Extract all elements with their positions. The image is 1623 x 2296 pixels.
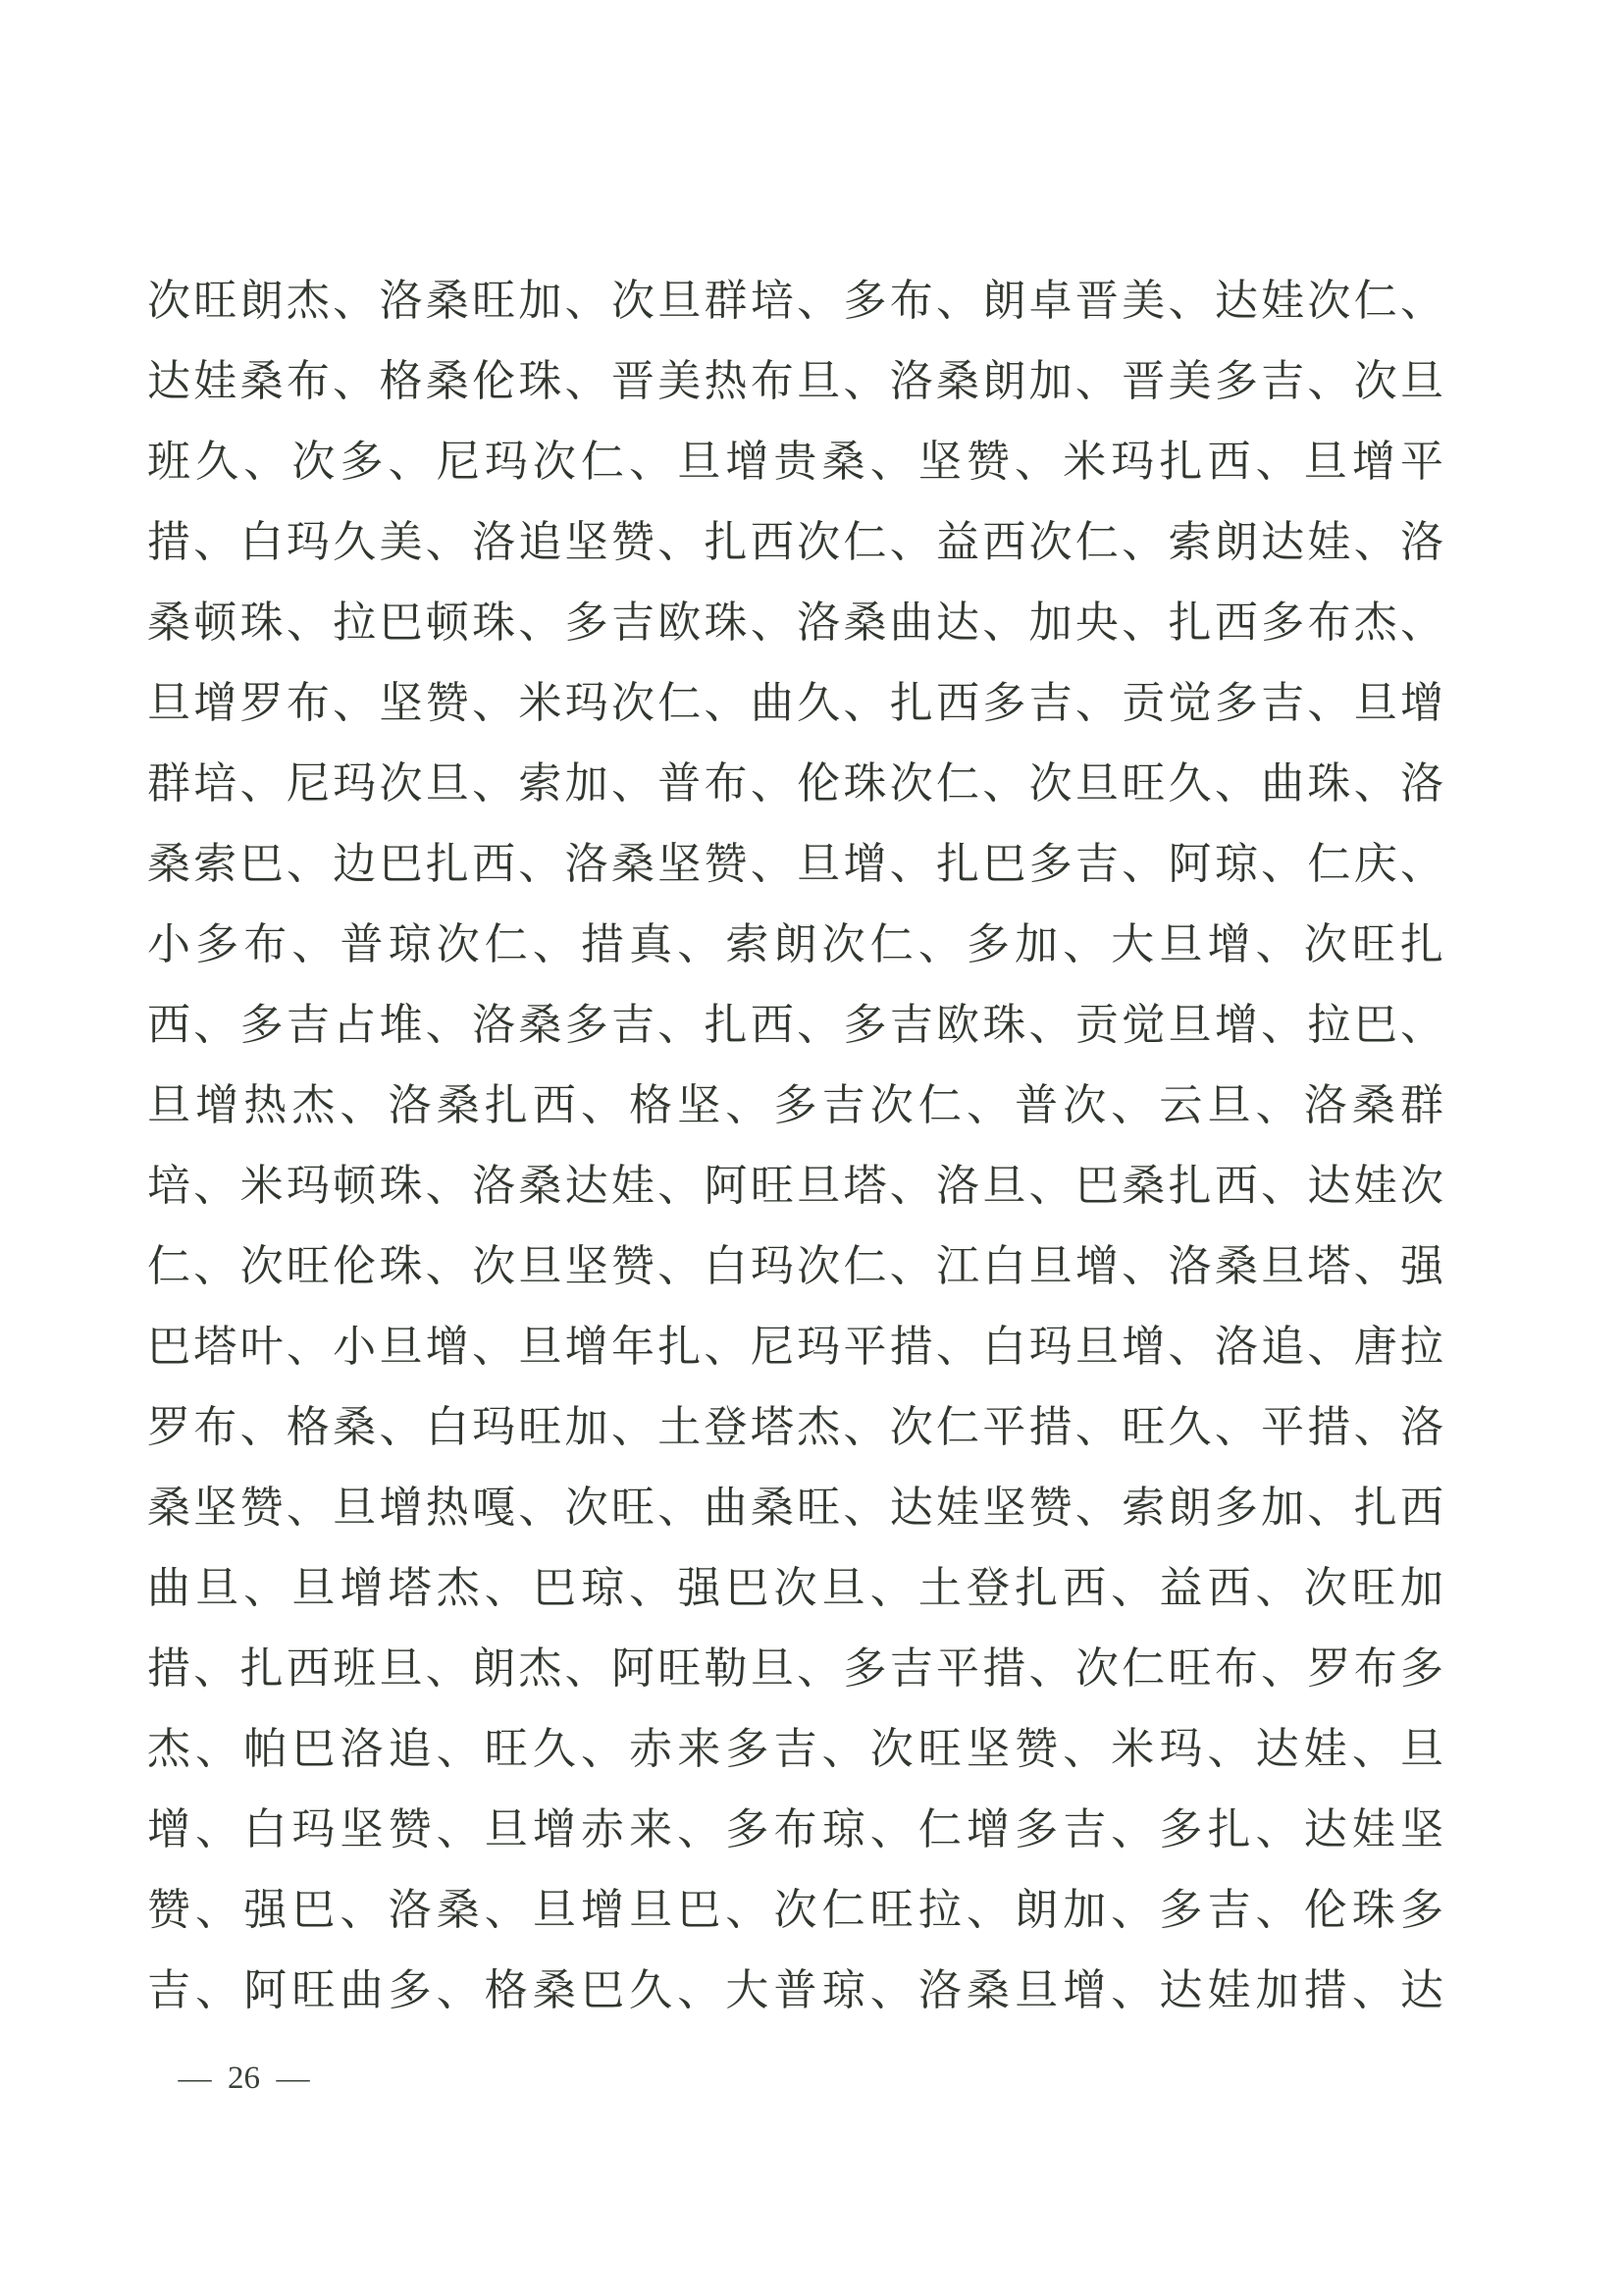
text-line: 旦增罗布、坚赞、米玛次仁、曲久、扎西多吉、贡觉多吉、旦增 [147, 679, 1444, 727]
text-line: 巴塔叶、小旦增、旦增年扎、尼玛平措、白玛旦增、洛追、唐拉 [147, 1323, 1444, 1371]
text-line: 杰、帕巴洛追、旺久、赤来多吉、次旺坚赞、米玛、达娃、旦 [147, 1725, 1444, 1773]
text-line: 曲旦、旦增塔杰、巴琼、强巴次旦、土登扎西、益西、次旺加 [147, 1564, 1444, 1612]
text-line: 罗布、格桑、白玛旺加、土登塔杰、次仁平措、旺久、平措、洛 [147, 1403, 1444, 1451]
text-line: 小多布、普琼次仁、措真、索朗次仁、多加、大旦增、次旺扎 [147, 920, 1444, 968]
text-line: 吉、阿旺曲多、格桑巴久、大普琼、洛桑旦增、达娃加措、达 [147, 1966, 1444, 2014]
name-list [147, 261, 1444, 2031]
text-line: 群培、尼玛次旦、索加、普布、伦珠次仁、次旦旺久、曲珠、洛 [147, 759, 1444, 808]
text-line: 桑顿珠、拉巴顿珠、多吉欧珠、洛桑曲达、加央、扎西多布杰、 [147, 599, 1444, 647]
text-line: 桑索巴、边巴扎西、洛桑坚赞、旦增、扎巴多吉、阿琼、仁庆、 [147, 840, 1444, 888]
text-line: 培、米玛顿珠、洛桑达娃、阿旺旦塔、洛旦、巴桑扎西、达娃次 [147, 1162, 1444, 1210]
footer-dash-right: — [276, 2061, 310, 2095]
text-line: 赞、强巴、洛桑、旦增旦巴、次仁旺拉、朗加、多吉、伦珠多 [147, 1886, 1444, 1934]
footer-dash-left: — [178, 2061, 212, 2095]
text-line: 班久、次多、尼玛次仁、旦增贵桑、坚赞、米玛扎西、旦增平 [147, 438, 1444, 486]
text-line: 达娃桑布、格桑伦珠、晋美热布旦、洛桑朗加、晋美多吉、次旦 [147, 357, 1444, 405]
page-number: 26 [228, 2061, 260, 2096]
page-footer [180, 2059, 308, 2098]
text-line: 次旺朗杰、洛桑旺加、次旦群培、多布、朗卓晋美、达娃次仁、 [147, 277, 1444, 325]
text-line: 旦增热杰、洛桑扎西、格坚、多吉次仁、普次、云旦、洛桑群 [147, 1081, 1444, 1129]
text-line: 增、白玛坚赞、旦增赤来、多布琼、仁增多吉、多扎、达娃坚 [147, 1805, 1444, 1853]
text-line: 西、多吉占堆、洛桑多吉、扎西、多吉欧珠、贡觉旦增、拉巴、 [147, 1001, 1444, 1049]
text-line: 仁、次旺伦珠、次旦坚赞、白玛次仁、江白旦增、洛桑旦塔、强 [147, 1242, 1444, 1290]
text-line: 措、扎西班旦、朗杰、阿旺勒旦、多吉平措、次仁旺布、罗布多 [147, 1644, 1444, 1693]
text-line: 措、白玛久美、洛追坚赞、扎西次仁、益西次仁、索朗达娃、洛 [147, 518, 1444, 566]
text-line: 桑坚赞、旦增热嘎、次旺、曲桑旺、达娃坚赞、索朗多加、扎西 [147, 1484, 1444, 1532]
